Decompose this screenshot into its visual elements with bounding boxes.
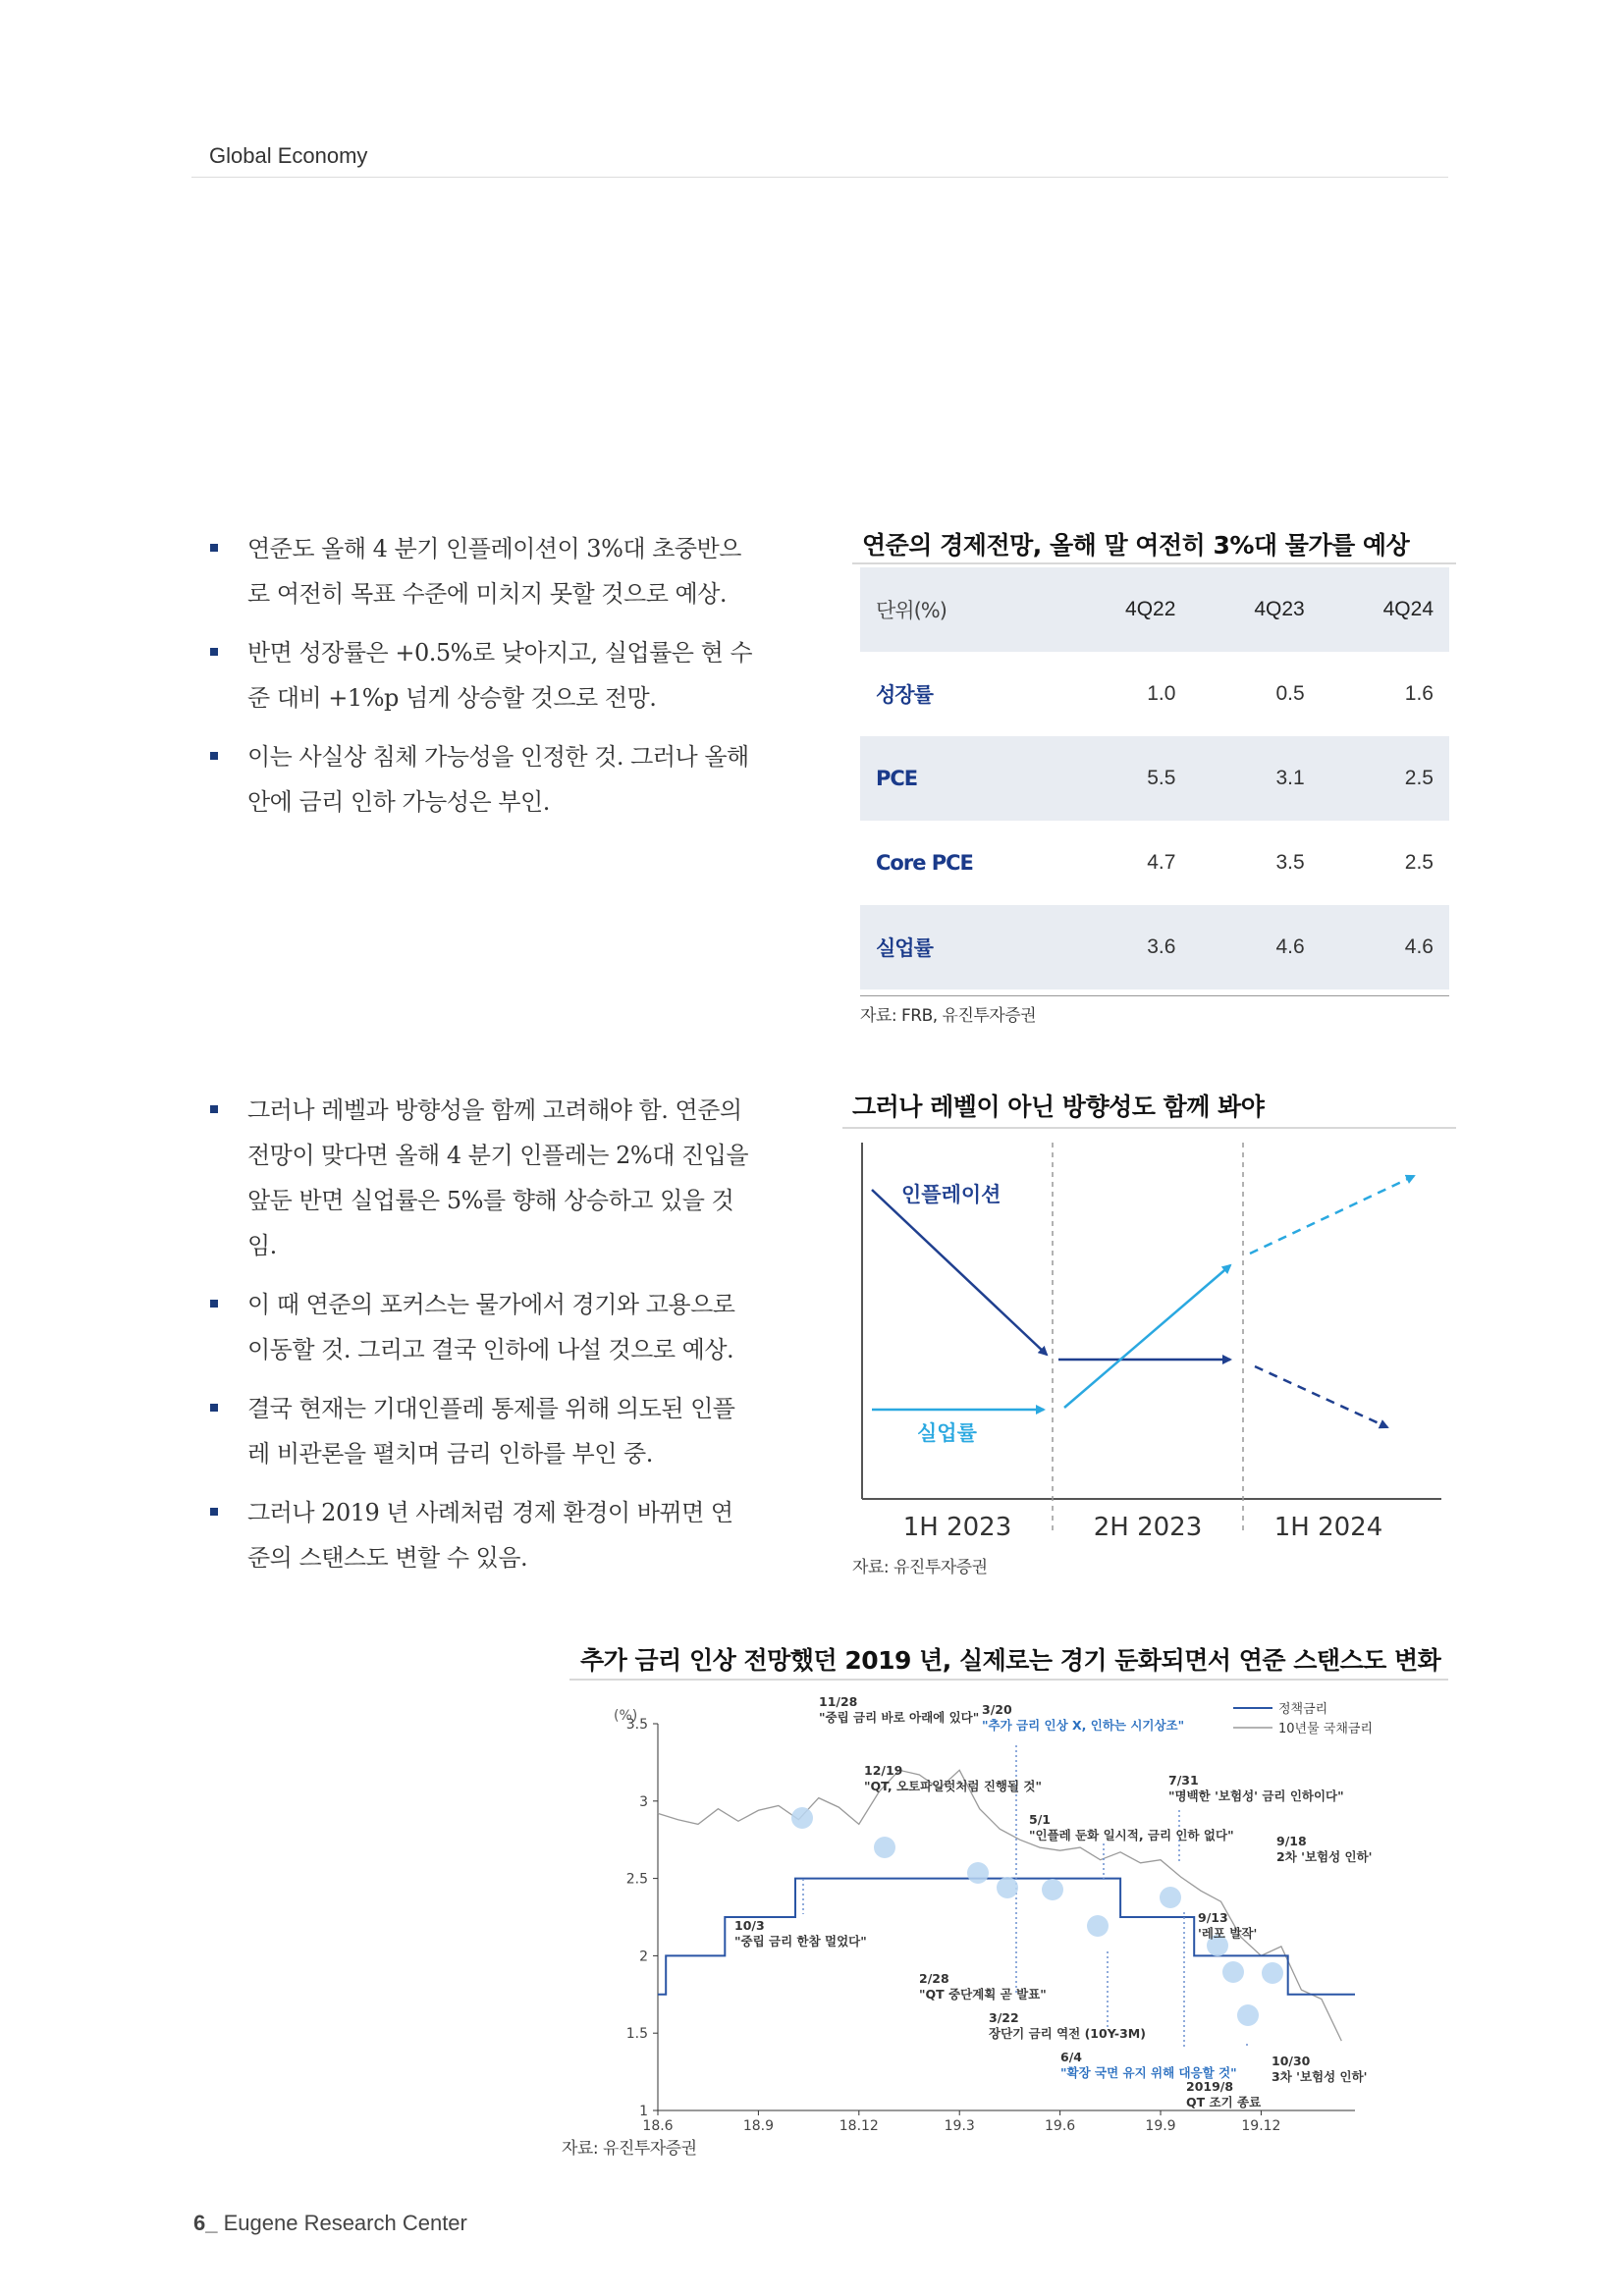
y-tick-label: 2: [639, 1949, 648, 1965]
annotation-date: 3/20: [982, 1702, 1012, 1717]
annotation-date: 9/13: [1198, 1910, 1228, 1925]
legend: [1233, 1701, 1373, 1736]
chart3-title-rule: [569, 1679, 1448, 1681]
chart3-source: 자료: 유진투자증권: [562, 2139, 697, 2159]
annotation-text: '레포 발작': [1198, 1926, 1258, 1941]
bullet-list-1: [204, 526, 754, 838]
bullet-list-2: [204, 1088, 754, 1594]
period-label: 1H 2024: [1273, 1513, 1383, 1542]
x-tick-label: 19.3: [944, 2118, 975, 2134]
x-tick-label: 19.12: [1241, 2118, 1281, 2134]
y-tick-label: 3.5: [625, 1717, 648, 1733]
forecast-table-wrap: [860, 567, 1449, 989]
table-header-row: [860, 567, 1449, 652]
chart2-source: 자료: 유진투자증권: [852, 1558, 988, 1577]
table-cell: 0.5: [1275, 682, 1305, 705]
bullet-item: 반면 성장률은 +0.5%로 낮아지고, 실업률은 현 수준 대비 +1%p 넘게 상승할 것으로 전망.: [204, 630, 754, 721]
event-marker: [1237, 2004, 1259, 2026]
legend-label: 10년물 국채금리: [1278, 1722, 1374, 1736]
annotations: [734, 1694, 1373, 2109]
x-tick-label: 19.6: [1045, 2118, 1076, 2134]
annotation-text: "중립 금리 바로 아래에 있다": [819, 1710, 980, 1725]
annotation-date: 3/22: [989, 2010, 1019, 2025]
annotation-text: "추가 금리 인상 X, 인하는 시기상조": [982, 1718, 1185, 1733]
event-marker: [997, 1877, 1018, 1898]
event-marker: [1262, 1962, 1283, 1984]
row-label: PCE: [860, 736, 1062, 821]
table-cell: 3.1: [1191, 736, 1320, 821]
annotation-text: "확장 국면 유지 위해 대응할 것": [1060, 2065, 1237, 2080]
annotation-text: "QT, 오토파일럿처럼 진행될 것": [864, 1779, 1043, 1793]
bullet-item: 결국 현재는 기대인플레 통제를 위해 의도된 인플레 비관론을 펼치며 금리 인하를 부인 중.: [204, 1386, 754, 1476]
chart2-title-rule: [842, 1127, 1456, 1129]
period-label: 2H 2023: [1093, 1513, 1203, 1542]
annotation-text: 3차 '보험성 인하': [1272, 2069, 1368, 2084]
table-cell: 2.5: [1404, 851, 1434, 874]
annotation-text: "QT 중단계획 곧 발표": [919, 1987, 1047, 2002]
x-tick-label: 18.12: [839, 2118, 879, 2134]
inflation-label: 인플레이션: [901, 1183, 1001, 1206]
bullet-item: 이 때 연준의 포커스는 물가에서 경기와 고용으로 이동할 것. 그리고 결국 인하에 나설 것으로 예상.: [204, 1282, 754, 1372]
direction-chart: [852, 1131, 1456, 1543]
direction-chart-svg: [852, 1131, 1456, 1543]
annotation-date: 2019/8: [1186, 2079, 1234, 2094]
annotation-text: 장단기 금리 역전 (10Y-3M): [989, 2026, 1146, 2041]
annotation-date: 2/28: [919, 1971, 949, 1986]
table-row: [860, 821, 1449, 905]
annotation-text: "중립 금리 한참 멀었다": [734, 1934, 867, 1949]
chart2-title: 그러나 레벨이 아닌 방향성도 함께 봐야: [852, 1093, 1265, 1121]
rates-chart: [569, 1686, 1453, 2148]
unemployment-dashed-arrow: [1250, 1176, 1414, 1254]
table-cell: 2.5: [1321, 736, 1449, 821]
bullet-item: 이는 사실상 침체 가능성을 인정한 것. 그러나 올해 안에 금리 인하 가능성은 부인.: [204, 734, 754, 825]
annotation-date: 10/30: [1272, 2054, 1311, 2068]
bullet-item: 연준도 올해 4 분기 인플레이션이 3%대 초중반으로 여전히 목표 수준에 미치지 못할 것으로 예상.: [204, 526, 754, 616]
x-tick-label: 19.9: [1145, 2118, 1176, 2134]
row-label: 성장률: [876, 683, 933, 707]
table-cell: 3.6: [1062, 905, 1191, 989]
event-marker: [967, 1862, 989, 1884]
event-marker: [874, 1837, 895, 1858]
event-marker: [1222, 1961, 1244, 1983]
column-header: 4Q22: [1062, 567, 1191, 652]
event-marker: [1087, 1915, 1109, 1937]
table-cell: 4.6: [1191, 905, 1320, 989]
annotation-date: 9/18: [1276, 1834, 1307, 1848]
table-title: 연준의 경제전망, 올해 말 여전히 3%대 물가를 예상: [862, 531, 1410, 560]
chart3-title: 추가 금리 인상 전망했던 2019 년, 실제로는 경기 둔화되면서 연준 스탠스도 변화: [580, 1646, 1441, 1675]
y-tick-label: 1: [639, 2104, 648, 2119]
table-cell: 1.6: [1404, 682, 1434, 705]
forecast-table: [860, 567, 1449, 989]
table-cell: 4.7: [1147, 851, 1176, 874]
y-tick-label: 2.5: [625, 1871, 648, 1888]
annotation-text: "인플레 둔화 일시적, 금리 인하 없다": [1029, 1828, 1234, 1842]
annotation-date: 10/3: [734, 1918, 765, 1933]
unit-label: 단위(%): [860, 567, 1062, 652]
table-source: 자료: FRB, 유진투자증권: [860, 1006, 1037, 1026]
column-header: 4Q23: [1191, 567, 1320, 652]
annotation-date: 12/19: [864, 1763, 903, 1778]
column-header: 4Q24: [1321, 567, 1449, 652]
table-cell: 4.6: [1321, 905, 1449, 989]
footer: [193, 2211, 467, 2236]
inflation-dashed-arrow: [1255, 1366, 1387, 1427]
table-row: [860, 652, 1449, 736]
legend-label: 정책금리: [1278, 1702, 1328, 1717]
bullet-item: 그러나 2019 년 사례처럼 경제 환경이 바뀌면 연준의 스탠스도 변할 수 있음.: [204, 1490, 754, 1580]
table-cell: 3.5: [1275, 851, 1305, 874]
y-tick-label: 3: [639, 1793, 648, 1810]
event-marker: [1042, 1879, 1063, 1900]
y-axis-unit: (%): [614, 1708, 638, 1724]
annotation-date: 11/28: [819, 1694, 858, 1709]
rates-chart-svg: [569, 1686, 1453, 2148]
unemployment-label: 실업률: [917, 1421, 977, 1445]
annotation-text: 2차 '보험성 인하': [1276, 1849, 1373, 1864]
bullet-item: 그러나 레벨과 방향성을 함께 고려해야 함. 연준의 전망이 맞다면 올해 4 분기 인플레는 2%대 진입을 앞둔 반면 실업률은 5%를 향해 상승하고 있을 것임.: [204, 1088, 754, 1268]
header-divider: [191, 177, 1448, 178]
event-marker: [791, 1807, 813, 1829]
row-label: Core PCE: [876, 851, 973, 875]
annotation-text: QT 조기 종료: [1186, 2095, 1262, 2109]
annotation-text: "명백한 '보험성' 금리 인하이다": [1168, 1789, 1344, 1803]
inflation-down-arrow: [872, 1190, 1047, 1355]
row-label: 실업률: [860, 905, 1062, 989]
x-tick-label: 18.6: [642, 2118, 674, 2134]
table-row: [860, 905, 1449, 989]
unemployment-up-arrow: [1064, 1265, 1230, 1408]
annotation-date: 7/31: [1168, 1773, 1199, 1788]
annotation-date: 5/1: [1029, 1812, 1051, 1827]
page-number: 6_: [193, 2211, 218, 2235]
table-row: [860, 736, 1449, 821]
footer-org: Eugene Research Center: [223, 2211, 467, 2235]
table-cell: 1.0: [1147, 682, 1176, 705]
table-bottom-rule: [860, 995, 1449, 996]
table-title-rule: [852, 562, 1456, 564]
x-tick-label: 18.9: [742, 2118, 774, 2134]
y-tick-label: 1.5: [625, 2026, 648, 2043]
section-header: Global Economy: [209, 143, 368, 168]
table-cell: 5.5: [1062, 736, 1191, 821]
event-marker: [1160, 1887, 1181, 1908]
period-label: 1H 2023: [902, 1513, 1012, 1542]
annotation-date: 6/4: [1060, 2050, 1082, 2064]
